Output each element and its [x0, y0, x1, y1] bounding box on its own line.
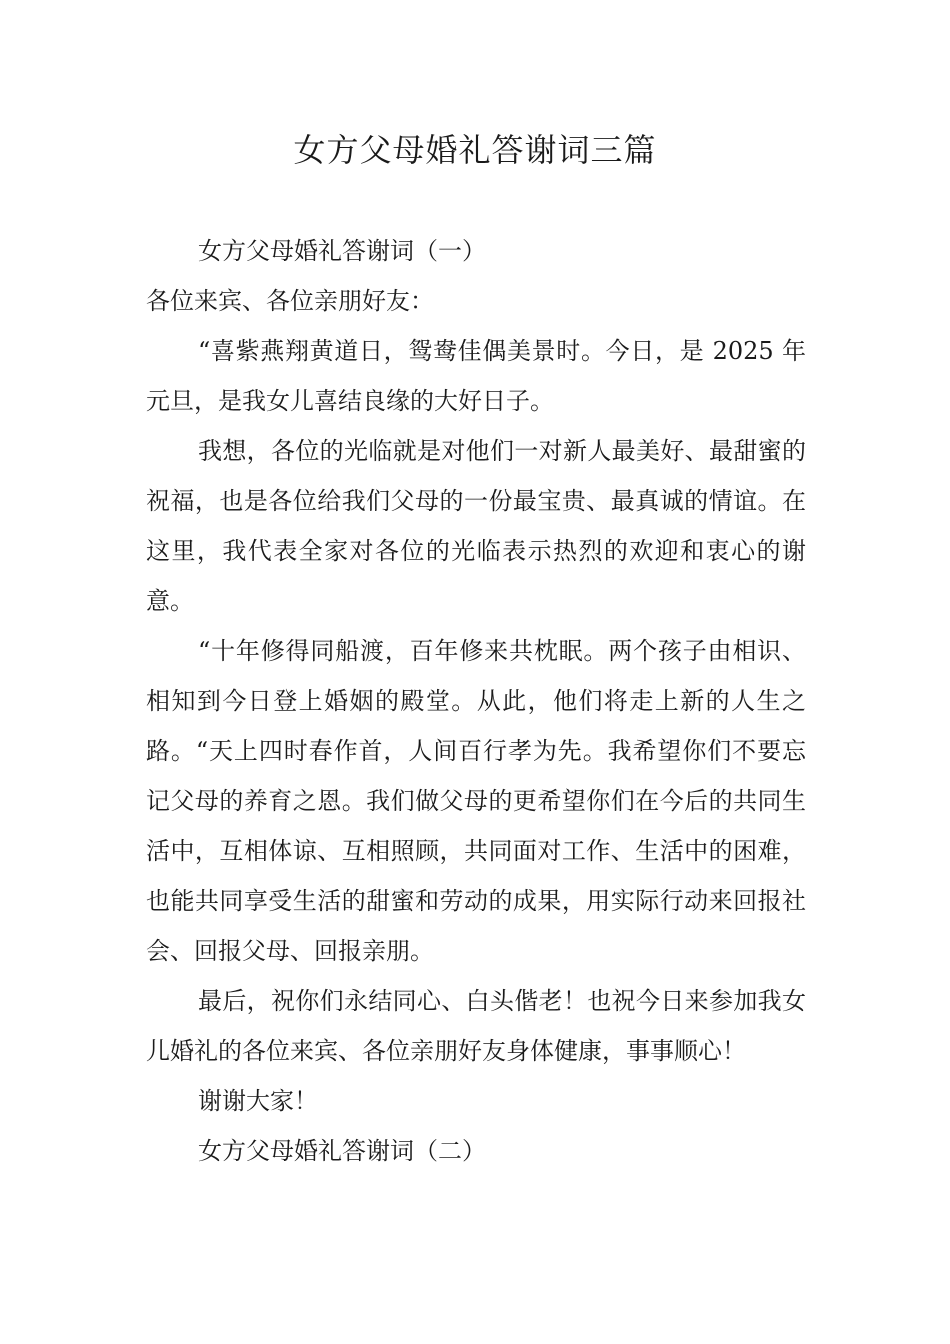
document-title: 女方父母婚礼答谢词三篇 [293, 131, 657, 169]
paragraph-4: 最后，祝你们永结同心、白头偕老！也祝今日来参加我女儿婚礼的各位来宾、各位亲朋好友身体健康，事事顺心！ [146, 987, 806, 1065]
section-heading-1: 女方父母婚礼答谢词（一） [198, 237, 486, 265]
section-heading-2: 女方父母婚礼答谢词（二） [198, 1137, 486, 1165]
paragraph-1: “喜紫燕翔黄道日，鸳鸯佳偶美景时。今日，是 2025 年元旦，是我女儿喜结良缘的大好日子。 [146, 337, 806, 415]
paragraph-2: 我想，各位的光临就是对他们一对新人最美好、最甜蜜的祝福，也是各位给我们父母的一份最宝贵、最真诚的情谊。在这里，我代表全家对各位的光临表示热烈的欢迎和衷心的谢意。 [146, 437, 806, 615]
paragraph-3: “十年修得同船渡，百年修来共枕眠。两个孩子由相识、相知到今日登上婚姻的殿堂。从此，他们将走上新的人生之路。“天上四时春作首，人间百行孝为先。我希望你们不要忘记父母的养育之恩。我们做父母的更希望你们在今后的共同生活中，互相体谅、互相照顾，共同面对工作、生活中的困难，也能共同享受生活的甜蜜和劳动的成果，用实际行动来回报社会、回报父母、回报亲朋。 [146, 637, 806, 965]
paragraph-5: 谢谢大家！ [198, 1087, 318, 1115]
document-body [146, 226, 806, 1176]
salutation: 各位来宾、各位亲朋好友： [146, 287, 434, 315]
